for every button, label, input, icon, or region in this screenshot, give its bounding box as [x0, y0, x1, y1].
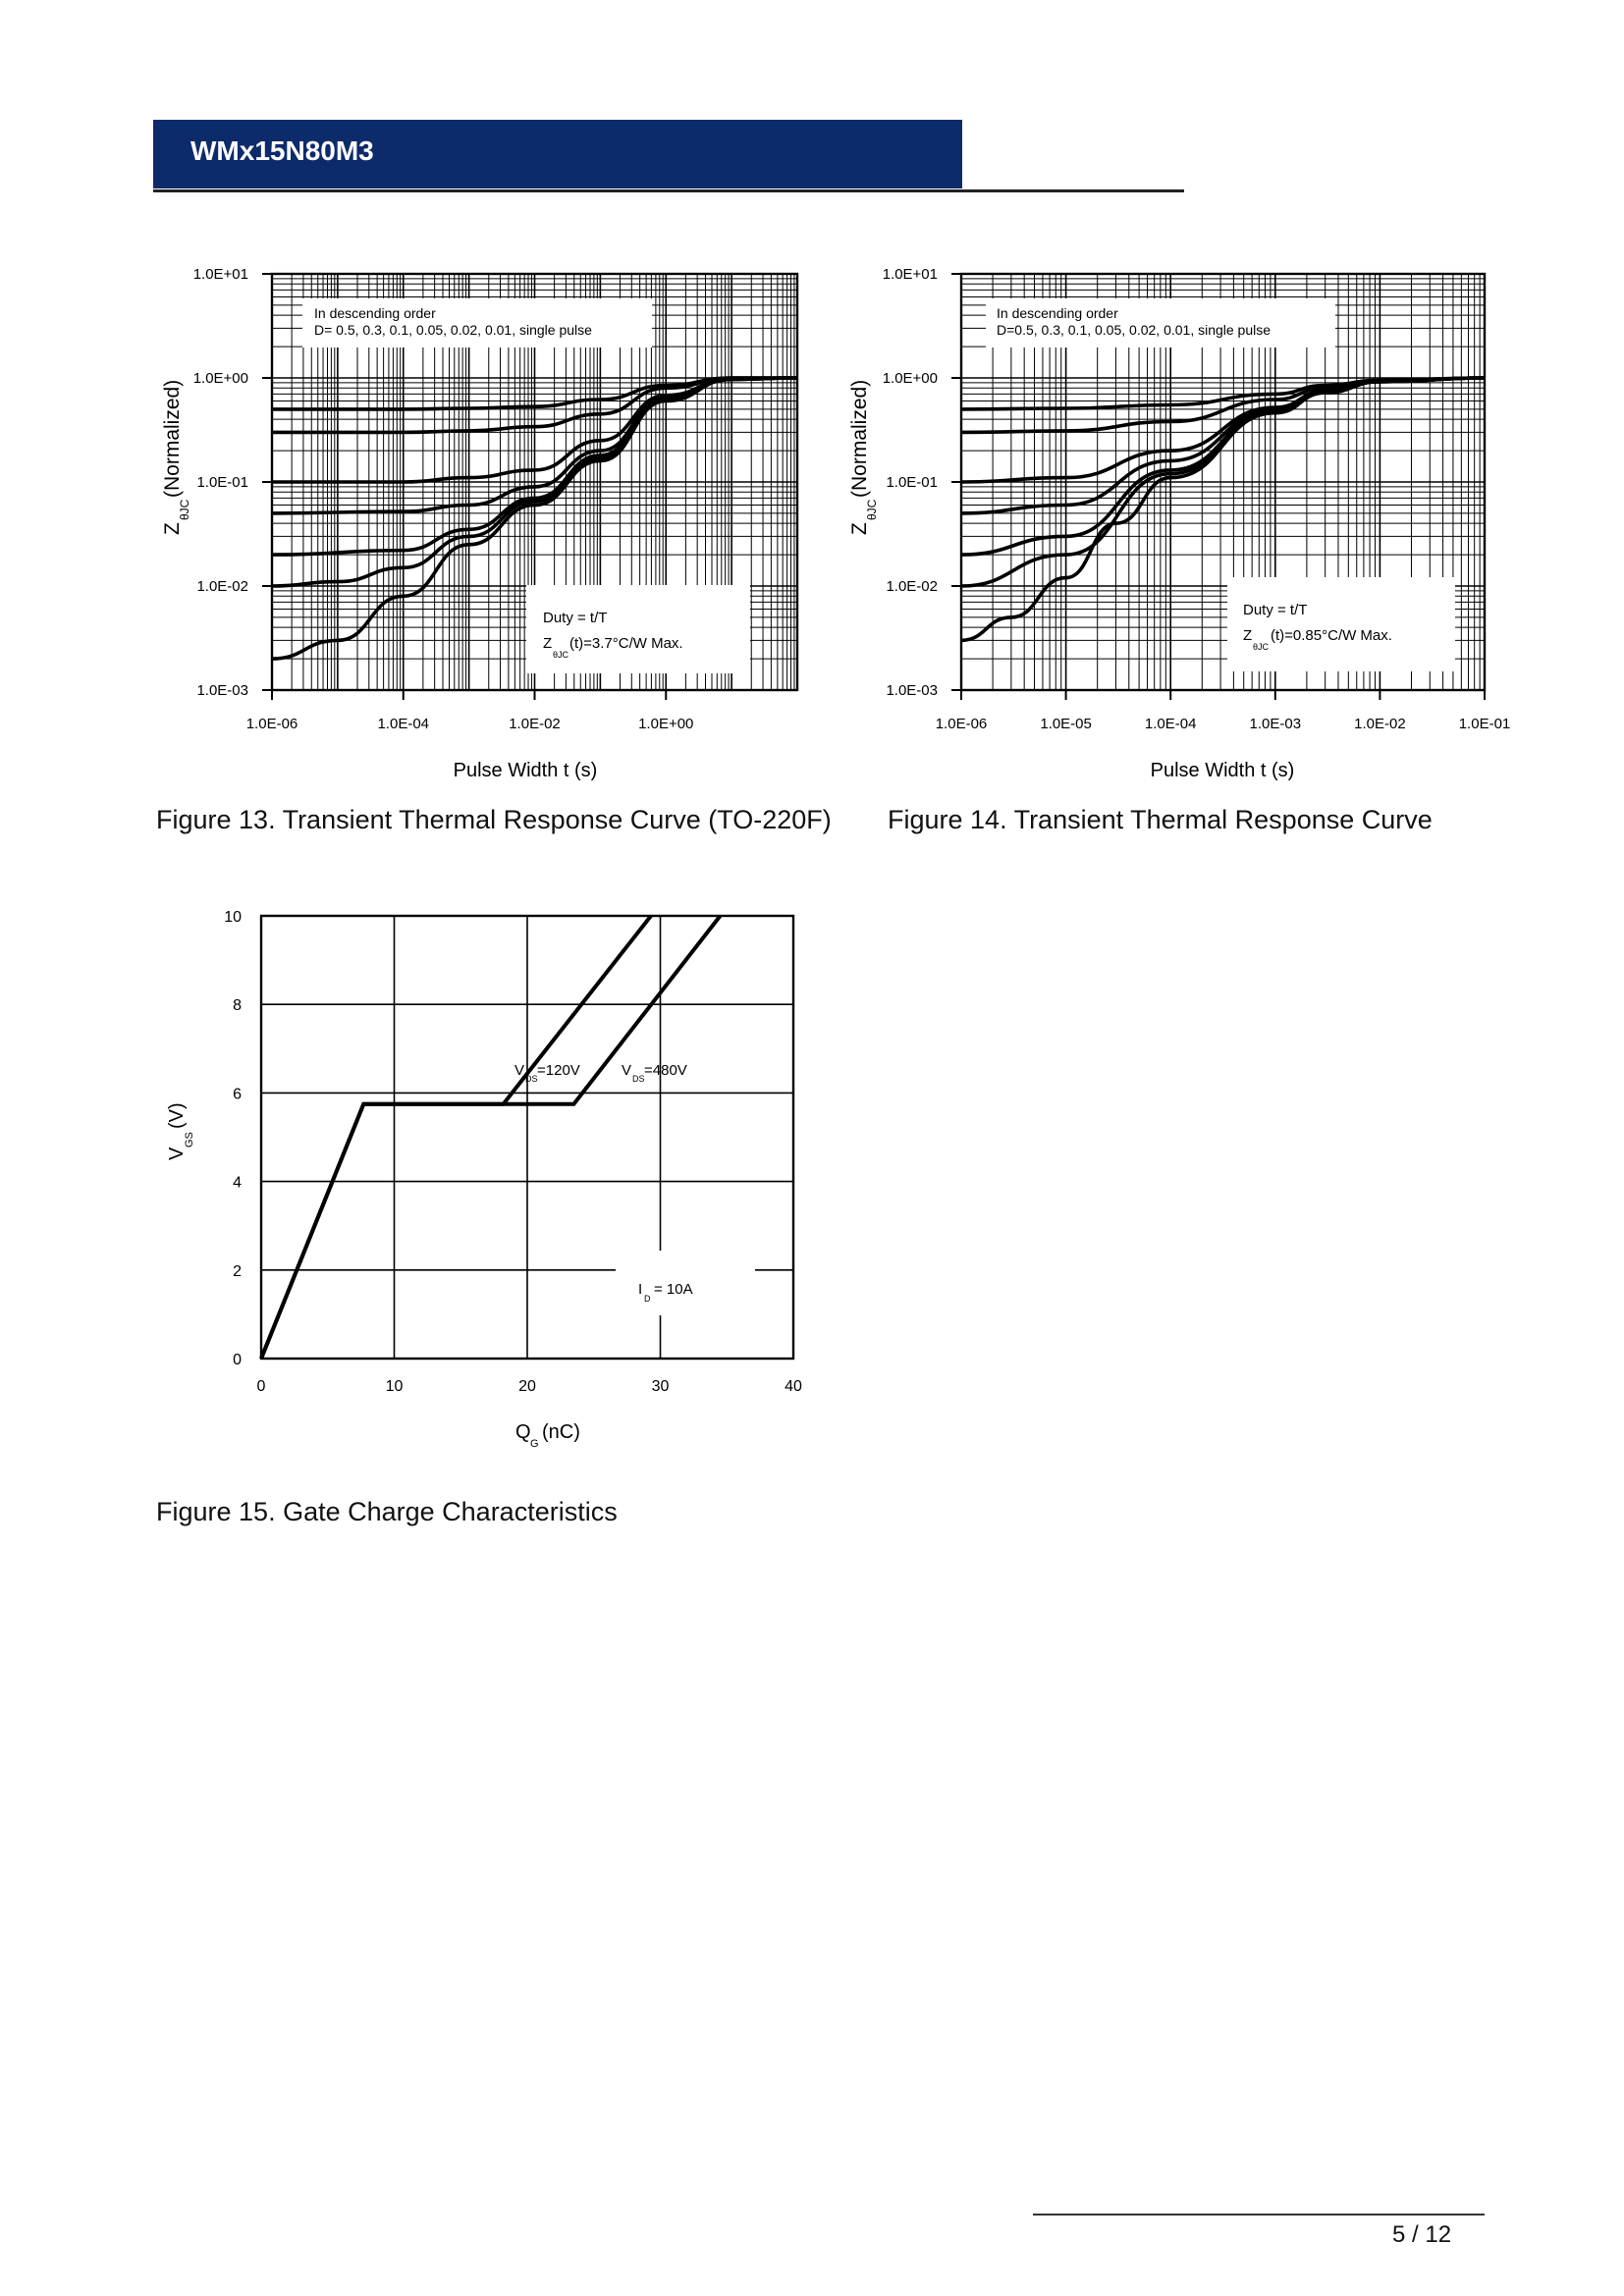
fig15-y-label-sub: GS: [184, 1132, 195, 1148]
fig14-y-axis-label: [848, 380, 879, 535]
fig15-x-tick-label: 30: [651, 1378, 670, 1395]
fig15-id-main: I: [638, 1281, 643, 1298]
fig13-y-label-main: Z: [161, 522, 184, 535]
fig15-x-tick-label: 10: [385, 1378, 404, 1395]
fig15-x-axis-label: [515, 1421, 580, 1450]
fig13-y-tick-label: 1.0E-01: [196, 474, 248, 491]
fig14-y-label-main: Z: [848, 522, 871, 535]
fig14-y-tick-label: 1.0E-03: [886, 682, 938, 699]
fig15-y-tick-label: 8: [233, 997, 242, 1015]
fig15-x-tick-label: 20: [518, 1378, 536, 1395]
fig15-vds1-sub: DS: [525, 1074, 538, 1084]
fig15-id-sub: D: [644, 1294, 651, 1304]
fig13-x-tick-label: 1.0E-06: [245, 716, 298, 732]
fig13-y-label-sub: θJC: [178, 499, 191, 520]
fig14-caption: Figure 14. Transient Thermal Response Curve: [888, 805, 1433, 834]
fig15-x-tick-label: 40: [785, 1378, 802, 1395]
fig15-y-tick-label: 0: [233, 1352, 242, 1368]
fig13-note-box: [526, 585, 750, 673]
fig15-vds2-sub: DS: [632, 1074, 645, 1084]
fig14-y-tick-label: 1.0E+00: [882, 370, 938, 387]
fig14-y-tick-label: 1.0E+01: [882, 266, 938, 283]
fig15-y-tick-label: 4: [233, 1174, 242, 1192]
fig15-vds1-rest: =120V: [537, 1062, 580, 1079]
fig15-plot: [224, 909, 802, 1395]
fig13-y-tick-label: 1.0E+01: [192, 266, 248, 283]
fig14-x-tick-label: 1.0E-01: [1458, 716, 1511, 732]
fig14-y-tick-label: 1.0E-02: [886, 578, 938, 595]
fig13-note-z: Z: [543, 635, 553, 652]
fig13-x-tick-label: 1.0E-04: [377, 716, 430, 732]
fig14-x-tick-label: 1.0E-04: [1144, 716, 1197, 732]
fig13-note-rest: (t)=3.7°C/W Max.: [569, 635, 683, 652]
fig14-note-line1: Duty = t/T: [1243, 602, 1308, 618]
footer-rule: [1033, 2214, 1485, 2216]
fig14-legend-line1: In descending order: [997, 305, 1118, 321]
fig15-y-label-rest: (V): [166, 1102, 188, 1129]
fig15-x-label-main: Q: [515, 1421, 531, 1443]
fig14-y-label-rest: (Normalized): [848, 379, 871, 498]
fig15-y-tick-label: 10: [224, 909, 242, 926]
fig15-caption: Figure 15. Gate Charge Characteristics: [156, 1497, 618, 1526]
fig13-y-label-rest: (Normalized): [161, 379, 184, 498]
page-number: 5 / 12: [1392, 2221, 1452, 2248]
fig14-x-tick-label: 1.0E-03: [1249, 716, 1302, 732]
fig15-id-rest: = 10A: [654, 1281, 693, 1298]
fig14-x-axis-label: Pulse Width t (s): [1150, 760, 1295, 781]
fig13-y-tick-label: 1.0E+00: [192, 370, 248, 387]
fig14-x-tick-label: 1.0E-05: [1040, 716, 1092, 732]
fig13-legend-line1: In descending order: [314, 305, 436, 321]
fig14-y-label-sub: θJC: [865, 499, 879, 520]
fig13-caption: Figure 13. Transient Thermal Response Curve (TO-220F): [156, 805, 832, 834]
fig13-x-tick-label: 1.0E-02: [509, 716, 561, 732]
fig15-y-label-main: V: [166, 1147, 188, 1160]
fig15-vds2-main: V: [622, 1062, 632, 1079]
fig15-vds1-main: V: [514, 1062, 525, 1079]
fig13-y-tick-label: 1.0E-03: [196, 682, 248, 699]
fig15-vds2-rest: =480V: [644, 1062, 687, 1079]
fig13-x-axis-label: Pulse Width t (s): [453, 760, 598, 781]
fig15-y-tick-label: 6: [233, 1086, 242, 1103]
fig13-y-tick-label: 1.0E-02: [196, 578, 248, 595]
fig13-note-line1: Duty = t/T: [543, 610, 608, 626]
fig14-note-rest: (t)=0.85°C/W Max.: [1271, 627, 1392, 644]
fig15-x-label-rest: (nC): [542, 1421, 580, 1443]
fig15-y-tick-label: 2: [233, 1262, 242, 1280]
fig14-note-box: [1227, 577, 1455, 671]
fig15-x-label-sub: G: [530, 1438, 539, 1450]
fig13-x-tick-label: 1.0E+00: [638, 716, 694, 732]
fig15-x-tick-label: 0: [256, 1378, 266, 1395]
fig15-y-axis-label: [166, 1102, 195, 1160]
document-title: WMx15N80M3: [190, 135, 374, 166]
fig14-legend-line2: D=0.5, 0.3, 0.1, 0.05, 0.02, 0.01, single pulse: [997, 322, 1272, 338]
fig14-x-tick-label: 1.0E-06: [935, 716, 988, 732]
fig14-y-tick-label: 1.0E-01: [886, 474, 938, 491]
fig13-note-sub: θJC: [553, 650, 569, 660]
fig14-note-sub: θJC: [1253, 642, 1270, 652]
fig13-legend-line2: D= 0.5, 0.3, 0.1, 0.05, 0.02, 0.01, single pulse: [314, 322, 592, 338]
fig14-note-z: Z: [1243, 627, 1253, 644]
fig13-y-axis-label: [161, 380, 191, 535]
fig14-x-tick-label: 1.0E-02: [1354, 716, 1406, 732]
